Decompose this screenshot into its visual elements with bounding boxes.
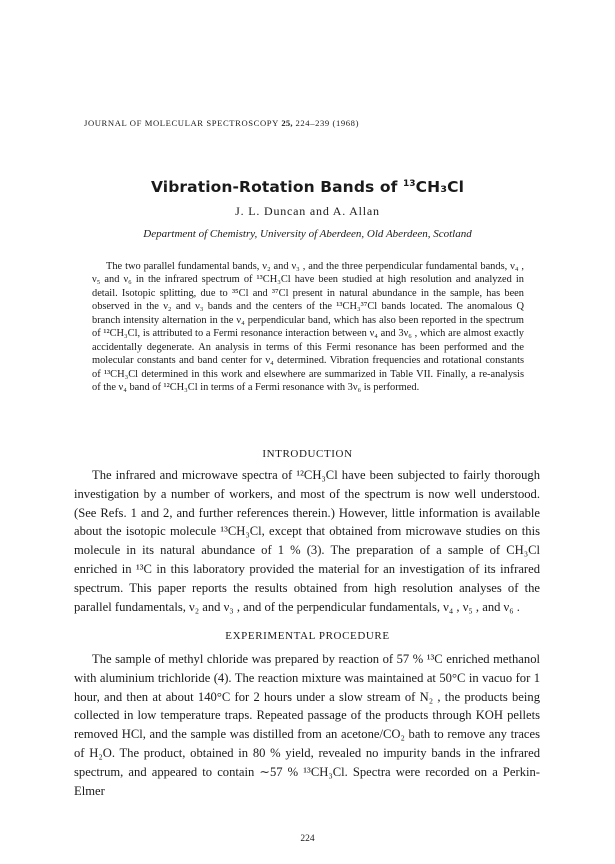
journal-pages: 224–239 (1968) bbox=[295, 118, 360, 128]
introduction-paragraph: The infrared and microwave spectra of ¹²CH₃Cl have been subjected to fairly thorough investigation by a number of workers, and most of the spectrum is now well understood. (See Refs. 1 and 2, and further references therein.) However, little information is available about the isotopic molecule ¹³CH₃Cl, except that obtained from microwave studies on this molecule in its natural abundance of 1 % (3). The preparation of a sample of CH₃Cl enriched in ¹³C in this laboratory provided the material for an investigation of its infrared spectrum. This paper reports the results obtained from high resolution analyses of the parallel fundamentals, ν₂ and ν₃ , and of the perpendicular fundamentals, ν₄ , ν₅ , and ν₆ . bbox=[74, 468, 540, 614]
section-heading-experimental: EXPERIMENTAL PROCEDURE bbox=[225, 630, 390, 642]
journal-volume: 25, bbox=[281, 118, 293, 128]
introduction-body bbox=[74, 466, 540, 616]
affiliation: Department of Chemistry, University of Aberdeen, Old Aberdeen, Scotland bbox=[143, 228, 472, 240]
title-text: Vibration-Rotation Bands of bbox=[150, 178, 403, 196]
journal-name: JOURNAL OF MOLECULAR SPECTROSCOPY bbox=[84, 118, 279, 128]
running-head bbox=[84, 118, 359, 128]
experimental-paragraph: The sample of methyl chloride was prepared by reaction of 57 % ¹³C enriched methanol with aluminium trichloride (4). The reaction mixture was maintained at 50°C in vacuo for 1 hour, and then at about 140°C for 2 hours under a slow stream of N₂ , the products being collected in low temperature traps. Repeated passage of the products through KOH pellets removed HCl, and the sample was distilled from an acetone/CO₂ bath to remove any traces of H₂O. The product, obtained in 80 % yield, revealed no impurity bands in the infrared spectrum, and appeared to contain ∼57 % ¹³CH₃Cl. Spectra were recorded on a Perkin-Elmer bbox=[74, 652, 540, 798]
section-heading-introduction: INTRODUCTION bbox=[262, 448, 353, 460]
page-number: 224 bbox=[300, 834, 315, 844]
abstract-text: The two parallel fundamental bands, ν₂ and ν₃ , and the three perpendicular fundamental bands, ν₄ , ν₅ and ν₆ in the infrared spectrum of ¹³CH₃Cl have been studied at high resolution and analyzed in detail. Isotopic splitting, due to ³⁵Cl and ³⁷Cl present in natural abundance in the sample, has been observed in the ν₂ and ν₃ bands and the centers of the ¹³CH₃³⁷Cl bands located. The anomalous Q branch intensity alternation in the ν₄ perpendicular band, which has also been reported in the spectrum of ¹²CH₃Cl, is attributed to a Fermi resonance interaction between ν₄ and 3ν₆ , which are almost exactly accidentally degenerate. An analysis in terms of this Fermi resonance has been performed and the molecular constants and band center for ν₄ determined. Vibration frequencies and rotational constants of ¹³CH₃Cl determined in this work and elsewhere are summarized in Table VII. Finally, a re-analysis of the ν₄ band of ¹²CH₃Cl in terms of a Fermi resonance with 3ν₆ is performed. bbox=[92, 261, 524, 394]
experimental-body bbox=[74, 650, 540, 800]
abstract bbox=[92, 260, 524, 395]
article-title bbox=[0, 178, 615, 196]
title-formula: CH₃Cl bbox=[415, 178, 464, 196]
authors: J. L. Duncan and A. Allan bbox=[235, 204, 380, 218]
title-isotope: 13 bbox=[402, 178, 416, 189]
